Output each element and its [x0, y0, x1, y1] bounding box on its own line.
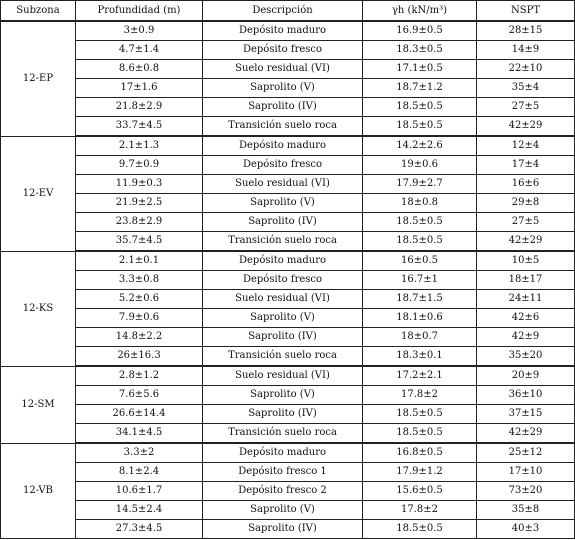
header-descripcion: Descripción — [203, 1, 363, 22]
cell-peso-unitario: 18.5±0.5 — [363, 424, 477, 444]
cell-nspt: 35±8 — [477, 501, 575, 520]
cell-profundidad: 14.8±2.2 — [76, 328, 203, 347]
cell-descripcion: Saprolito (IV) — [203, 405, 363, 424]
cell-descripcion: Depósito maduro — [203, 251, 363, 271]
cell-nspt: 40±3 — [477, 520, 575, 539]
cell-peso-unitario: 19±0.6 — [363, 156, 477, 175]
table-row — [1, 271, 575, 290]
cell-profundidad: 5.2±0.6 — [76, 290, 203, 309]
table-row — [1, 213, 575, 232]
cell-peso-unitario: 18.1±0.6 — [363, 309, 477, 328]
cell-profundidad: 21.9±2.5 — [76, 194, 203, 213]
cell-nspt: 37±15 — [477, 405, 575, 424]
table-row — [1, 117, 575, 137]
cell-profundidad: 10.6±1.7 — [76, 482, 203, 501]
cell-subzona: 12-EP — [1, 21, 76, 136]
cell-peso-unitario: 18±0.8 — [363, 194, 477, 213]
cell-descripcion: Depósito fresco — [203, 41, 363, 60]
cell-nspt: 42±29 — [477, 424, 575, 444]
cell-descripcion: Depósito fresco 2 — [203, 482, 363, 501]
cell-peso-unitario: 18.5±0.5 — [363, 232, 477, 252]
cell-nspt: 17±4 — [477, 156, 575, 175]
cell-nspt: 36±10 — [477, 386, 575, 405]
table-row — [1, 156, 575, 175]
table-row — [1, 175, 575, 194]
cell-nspt: 17±10 — [477, 463, 575, 482]
cell-descripcion: Depósito maduro — [203, 21, 363, 41]
cell-descripcion: Saprolito (V) — [203, 194, 363, 213]
cell-nspt: 73±20 — [477, 482, 575, 501]
cell-descripcion: Transición suelo roca — [203, 232, 363, 252]
cell-peso-unitario: 17.8±2 — [363, 386, 477, 405]
cell-descripcion: Transición suelo roca — [203, 347, 363, 367]
cell-nspt: 35±20 — [477, 347, 575, 367]
cell-descripcion: Saprolito (IV) — [203, 213, 363, 232]
cell-peso-unitario: 18±0.7 — [363, 328, 477, 347]
table-row — [1, 520, 575, 539]
cell-nspt: 24±11 — [477, 290, 575, 309]
cell-nspt: 29±8 — [477, 194, 575, 213]
cell-descripcion: Depósito maduro — [203, 443, 363, 463]
header-subzona: Subzona — [1, 1, 76, 22]
table-row — [1, 482, 575, 501]
cell-descripcion: Transición suelo roca — [203, 424, 363, 444]
cell-subzona: 12-VB — [1, 443, 76, 539]
cell-nspt: 27±5 — [477, 98, 575, 117]
header-nspt: NSPT — [477, 1, 575, 22]
cell-descripcion: Saprolito (V) — [203, 309, 363, 328]
cell-descripcion: Saprolito (V) — [203, 501, 363, 520]
table-row — [1, 424, 575, 444]
cell-profundidad: 7.6±5.6 — [76, 386, 203, 405]
cell-peso-unitario: 18.5±0.5 — [363, 213, 477, 232]
cell-nspt: 16±6 — [477, 175, 575, 194]
cell-descripcion: Suelo residual (VI) — [203, 290, 363, 309]
cell-subzona: 12-EV — [1, 136, 76, 251]
cell-profundidad: 27.3±4.5 — [76, 520, 203, 539]
table-row — [1, 41, 575, 60]
cell-subzona: 12-KS — [1, 251, 76, 366]
cell-descripcion: Saprolito (V) — [203, 79, 363, 98]
table-row — [1, 98, 575, 117]
cell-nspt: 18±17 — [477, 271, 575, 290]
cell-nspt: 14±9 — [477, 41, 575, 60]
table-row — [1, 290, 575, 309]
table-row — [1, 386, 575, 405]
header-row — [1, 1, 575, 22]
header-peso-unitario: γh (kN/m³) — [363, 1, 477, 22]
cell-descripcion: Depósito fresco 1 — [203, 463, 363, 482]
cell-profundidad: 7.9±0.6 — [76, 309, 203, 328]
cell-peso-unitario: 18.3±0.5 — [363, 41, 477, 60]
cell-profundidad: 3.3±2 — [76, 443, 203, 463]
cell-nspt: 22±10 — [477, 60, 575, 79]
table-row — [1, 136, 575, 156]
table-row — [1, 21, 575, 41]
cell-peso-unitario: 17.2±2.1 — [363, 366, 477, 386]
table-row — [1, 463, 575, 482]
cell-descripcion: Suelo residual (VI) — [203, 175, 363, 194]
cell-profundidad: 2.1±0.1 — [76, 251, 203, 271]
table-row — [1, 309, 575, 328]
table-row — [1, 251, 575, 271]
cell-peso-unitario: 18.5±0.5 — [363, 117, 477, 137]
table-row — [1, 328, 575, 347]
cell-profundidad: 21.8±2.9 — [76, 98, 203, 117]
cell-nspt: 28±15 — [477, 21, 575, 41]
table-row — [1, 79, 575, 98]
cell-descripcion: Depósito maduro — [203, 136, 363, 156]
table-row — [1, 443, 575, 463]
cell-profundidad: 11.9±0.3 — [76, 175, 203, 194]
cell-peso-unitario: 16±0.5 — [363, 251, 477, 271]
table-row — [1, 232, 575, 252]
cell-profundidad: 2.8±1.2 — [76, 366, 203, 386]
cell-nspt: 35±4 — [477, 79, 575, 98]
cell-profundidad: 17±1.6 — [76, 79, 203, 98]
cell-profundidad: 4.7±1.4 — [76, 41, 203, 60]
cell-descripcion: Suelo residual (VI) — [203, 60, 363, 79]
cell-peso-unitario: 14.2±2.6 — [363, 136, 477, 156]
cell-peso-unitario: 18.3±0.1 — [363, 347, 477, 367]
cell-peso-unitario: 18.7±1.5 — [363, 290, 477, 309]
table-row — [1, 60, 575, 79]
cell-profundidad: 26.6±14.4 — [76, 405, 203, 424]
cell-descripcion: Transición suelo roca — [203, 117, 363, 137]
cell-nspt: 42±29 — [477, 232, 575, 252]
cell-profundidad: 23.8±2.9 — [76, 213, 203, 232]
cell-peso-unitario: 17.8±2 — [363, 501, 477, 520]
cell-profundidad: 26±16.3 — [76, 347, 203, 367]
cell-nspt: 27±5 — [477, 213, 575, 232]
cell-descripcion: Suelo residual (VI) — [203, 366, 363, 386]
cell-nspt: 20±9 — [477, 366, 575, 386]
cell-descripcion: Saprolito (IV) — [203, 328, 363, 347]
cell-peso-unitario: 18.5±0.5 — [363, 405, 477, 424]
cell-peso-unitario: 16.8±0.5 — [363, 443, 477, 463]
table-header — [1, 1, 575, 22]
table-row — [1, 366, 575, 386]
cell-descripcion: Depósito fresco — [203, 271, 363, 290]
cell-profundidad: 33.7±4.5 — [76, 117, 203, 137]
cell-peso-unitario: 18.5±0.5 — [363, 98, 477, 117]
cell-peso-unitario: 15.6±0.5 — [363, 482, 477, 501]
cell-subzona: 12-SM — [1, 366, 76, 443]
cell-nspt: 42±9 — [477, 328, 575, 347]
cell-descripcion: Saprolito (V) — [203, 386, 363, 405]
cell-descripcion: Saprolito (IV) — [203, 520, 363, 539]
cell-nspt: 42±6 — [477, 309, 575, 328]
cell-profundidad: 2.1±1.3 — [76, 136, 203, 156]
cell-profundidad: 14.5±2.4 — [76, 501, 203, 520]
cell-profundidad: 35.7±4.5 — [76, 232, 203, 252]
cell-nspt: 42±29 — [477, 117, 575, 137]
cell-profundidad: 8.1±2.4 — [76, 463, 203, 482]
cell-peso-unitario: 18.5±0.5 — [363, 520, 477, 539]
cell-peso-unitario: 16.7±1 — [363, 271, 477, 290]
header-profundidad: Profundidad (m) — [76, 1, 203, 22]
cell-peso-unitario: 17.1±0.5 — [363, 60, 477, 79]
cell-profundidad: 34.1±4.5 — [76, 424, 203, 444]
cell-nspt: 25±12 — [477, 443, 575, 463]
cell-profundidad: 3.3±0.8 — [76, 271, 203, 290]
table-body — [1, 21, 575, 539]
cell-profundidad: 9.7±0.9 — [76, 156, 203, 175]
cell-profundidad: 3±0.9 — [76, 21, 203, 41]
table-row — [1, 405, 575, 424]
cell-peso-unitario: 17.9±1.2 — [363, 463, 477, 482]
cell-descripcion: Depósito fresco — [203, 156, 363, 175]
table-row — [1, 501, 575, 520]
cell-peso-unitario: 18.7±1.2 — [363, 79, 477, 98]
cell-profundidad: 8.6±0.8 — [76, 60, 203, 79]
table-row — [1, 194, 575, 213]
cell-peso-unitario: 16.9±0.5 — [363, 21, 477, 41]
cell-nspt: 10±5 — [477, 251, 575, 271]
table-row — [1, 347, 575, 367]
cell-nspt: 12±4 — [477, 136, 575, 156]
cell-descripcion: Saprolito (IV) — [203, 98, 363, 117]
cell-peso-unitario: 17.9±2.7 — [363, 175, 477, 194]
